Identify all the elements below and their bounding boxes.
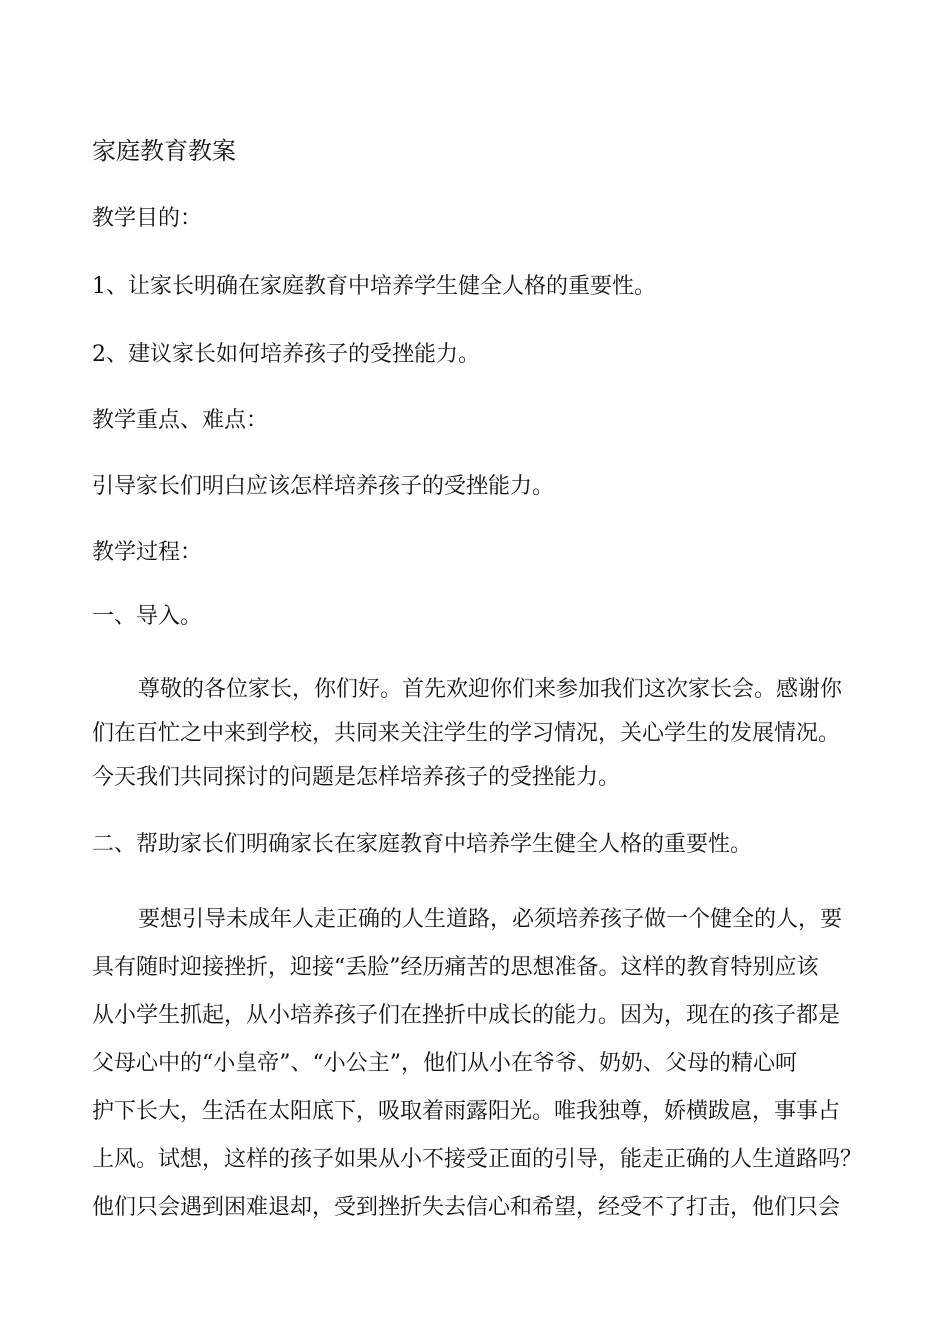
step-2-heading: 二、帮助家长们明确家长在家庭教育中培养学生健全人格的重要性。 [92,832,753,857]
document-title: 家庭教育教案 [92,137,236,165]
paragraph-line: 上风。试想，这样的孩子如果从小不接受正面的引导，能走正确的人生道路吗？ [92,1147,863,1172]
paragraph-line: 要想引导未成年人走正确的人生道路，必须培养孩子做一个健全的人，要 [138,907,843,932]
paragraph-line: 他们只会遇到困难退却，受到挫折失去信心和希望，经受不了打击，他们只会 [92,1195,841,1220]
paragraph-line: 从小学生抓起，从小培养孩子们在挫折中成长的能力。因为，现在的孩子都是 [92,1003,841,1028]
paragraph-line: 们在百忙之中来到学校，共同来关注学生的学习情况，关心学生的发展情况。 [92,721,841,746]
process-heading: 教学过程： [92,540,203,565]
key-points-text: 引导家长们明白应该怎样培养孩子的受挫能力。 [92,474,555,499]
step-2-paragraph [92,896,862,1232]
objective-item-1: 1、让家长明确在家庭教育中培养学生健全人格的重要性。 [92,274,656,299]
key-points-heading: 教学重点、难点： [92,408,269,433]
paragraph-line: 父母心中的“小皇帝”、“小公主”，他们从小在爷爷、奶奶、父母的精心呵 [92,1051,797,1076]
paragraph-line: 今天我们共同探讨的问题是怎样培养孩子的受挫能力。 [92,765,621,790]
step-1-heading: 一、导入。 [92,604,203,629]
paragraph-line: 护下长大，生活在太阳底下，吸取着雨露阳光。唯我独尊，娇横跋扈，事事占 [92,1099,841,1124]
step-1-paragraph [92,668,862,800]
objective-item-2: 2、建议家长如何培养孩子的受挫能力。 [92,342,480,367]
objective-heading: 教学目的： [92,206,203,231]
paragraph-line: 尊敬的各位家长，你们好。首先欢迎你们来参加我们这次家长会。感谢你 [138,677,843,702]
paragraph-line: 具有随时迎接挫折，迎接“丢脸”经历痛苦的思想准备。这样的教育特别应该 [92,955,819,980]
